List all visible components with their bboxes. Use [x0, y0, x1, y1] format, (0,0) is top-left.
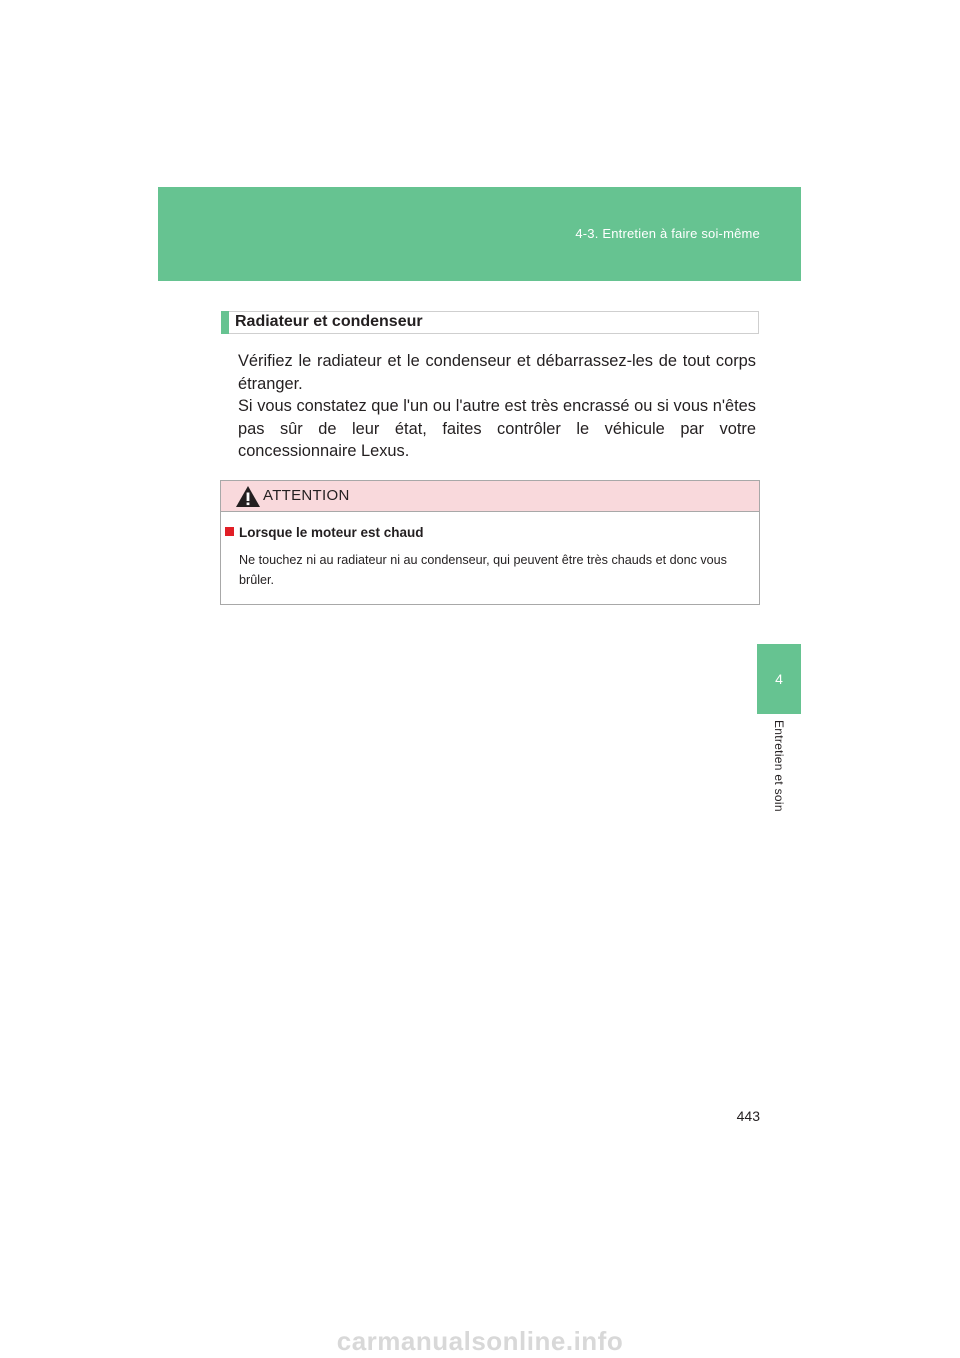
red-square-bullet-icon: [225, 527, 234, 536]
chapter-label: [757, 720, 801, 830]
chapter-number-tab: [757, 644, 801, 714]
watermark: carmanualsonline.info: [336, 1326, 624, 1356]
attention-box: [220, 480, 760, 605]
body-paragraph: Vérifiez le radiateur et le condenseur et débarrassez-les de tout corps étranger.: [238, 352, 756, 393]
chapter-header-band: [158, 187, 801, 281]
warning-triangle-icon: [235, 485, 261, 508]
page-number: 443: [736, 1108, 760, 1124]
section-title: Radiateur et condenseur: [235, 313, 423, 330]
attention-header: [221, 481, 759, 512]
body-paragraph: Si vous constatez que l'un ou l'autre est très encrassé ou si vous n'êtes pas sûr de leur état, faites contrôler le véhicule par votre concessionnaire Lexus.: [238, 397, 756, 460]
chapter-number: 4: [775, 671, 783, 687]
attention-title: ATTENTION: [263, 487, 350, 504]
section-heading-accent-bar: [221, 311, 229, 334]
attention-text: Ne touchez ni au radiateur ni au condenseur, qui peuvent être très chauds et donc vous brûler.: [239, 553, 727, 587]
section-body: [238, 350, 756, 463]
section-running-title: 4-3. Entretien à faire soi-même: [575, 226, 760, 241]
attention-subheading-text: Lorsque le moteur est chaud: [239, 525, 424, 540]
chapter-label-text: Entretien et soin: [772, 720, 786, 812]
attention-subheading: [225, 525, 424, 540]
section-heading: [221, 311, 759, 334]
